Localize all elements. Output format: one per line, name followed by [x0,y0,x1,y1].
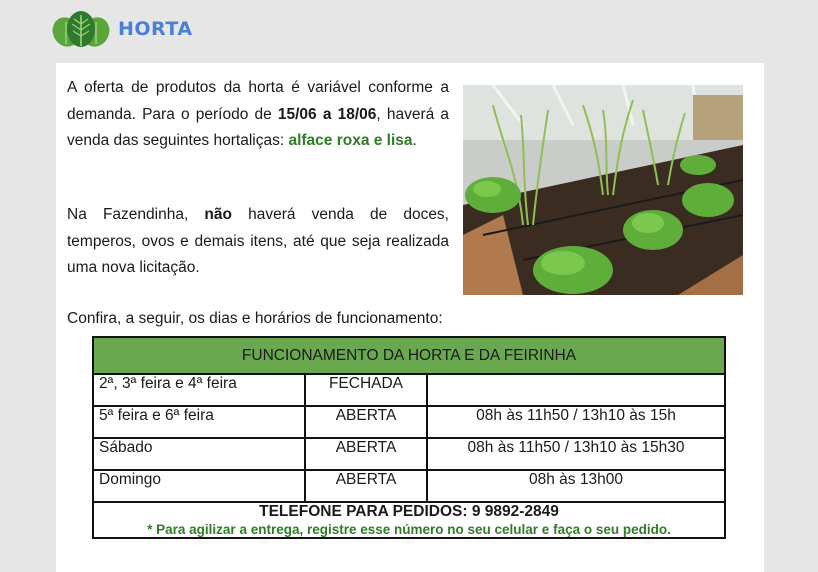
site-header [0,0,818,62]
schedule-table [92,336,726,539]
row-hours [427,374,725,406]
garden-photo [463,85,743,295]
row-status: ABERTA [305,470,427,502]
not-emphasis: não [204,206,232,223]
table-row [93,470,725,502]
table-row [93,406,725,438]
row-days: 2ª, 3ª feira e 4ª feira [93,374,305,406]
products-highlight: alface roxa e lisa [288,132,413,149]
row-hours: 08h às 11h50 / 13h10 às 15h30 [427,438,725,470]
row-status: FECHADA [305,374,427,406]
content-card [56,63,764,572]
row-status: ABERTA [305,406,427,438]
intro-paragraph: A oferta de produtos da horta é variável conforme a demanda. Para o período de 15/06 a 18/06, haverá a venda das seguintes hortaliças: alface roxa e lisa. [67,79,449,149]
order-tip: * Para agilizar a entrega, registre esse número no seu celular e faça o seu pedido. [147,522,671,537]
row-hours: 08h às 11h50 / 13h10 às 15h [427,406,725,438]
table-row [93,438,725,470]
row-status: ABERTA [305,438,427,470]
schedule-title: FUNCIONAMENTO DA HORTA E DA FEIRINHA [93,337,725,374]
phone-line: TELEFONE PARA PEDIDOS: 9 9892-2849 [259,503,559,520]
row-days: 5ª feira e 6ª feira [93,406,305,438]
row-days: Domingo [93,470,305,502]
schedule-intro: Confira, a seguir, os dias e horários de funcionamento: [67,310,443,327]
table-row [93,374,725,406]
brand-title: HORTA [118,18,193,40]
period-dates: 15/06 a 18/06 [277,105,377,123]
row-days: Sábado [93,438,305,470]
lettuce-leaves-icon [52,10,110,50]
row-hours: 08h às 13h00 [427,470,725,502]
order-footer [93,502,725,538]
notice-paragraph: Na Fazendinha, não haverá venda de doces, temperos, ovos e demais itens, até que seja realizada uma nova licitação. [67,206,449,276]
